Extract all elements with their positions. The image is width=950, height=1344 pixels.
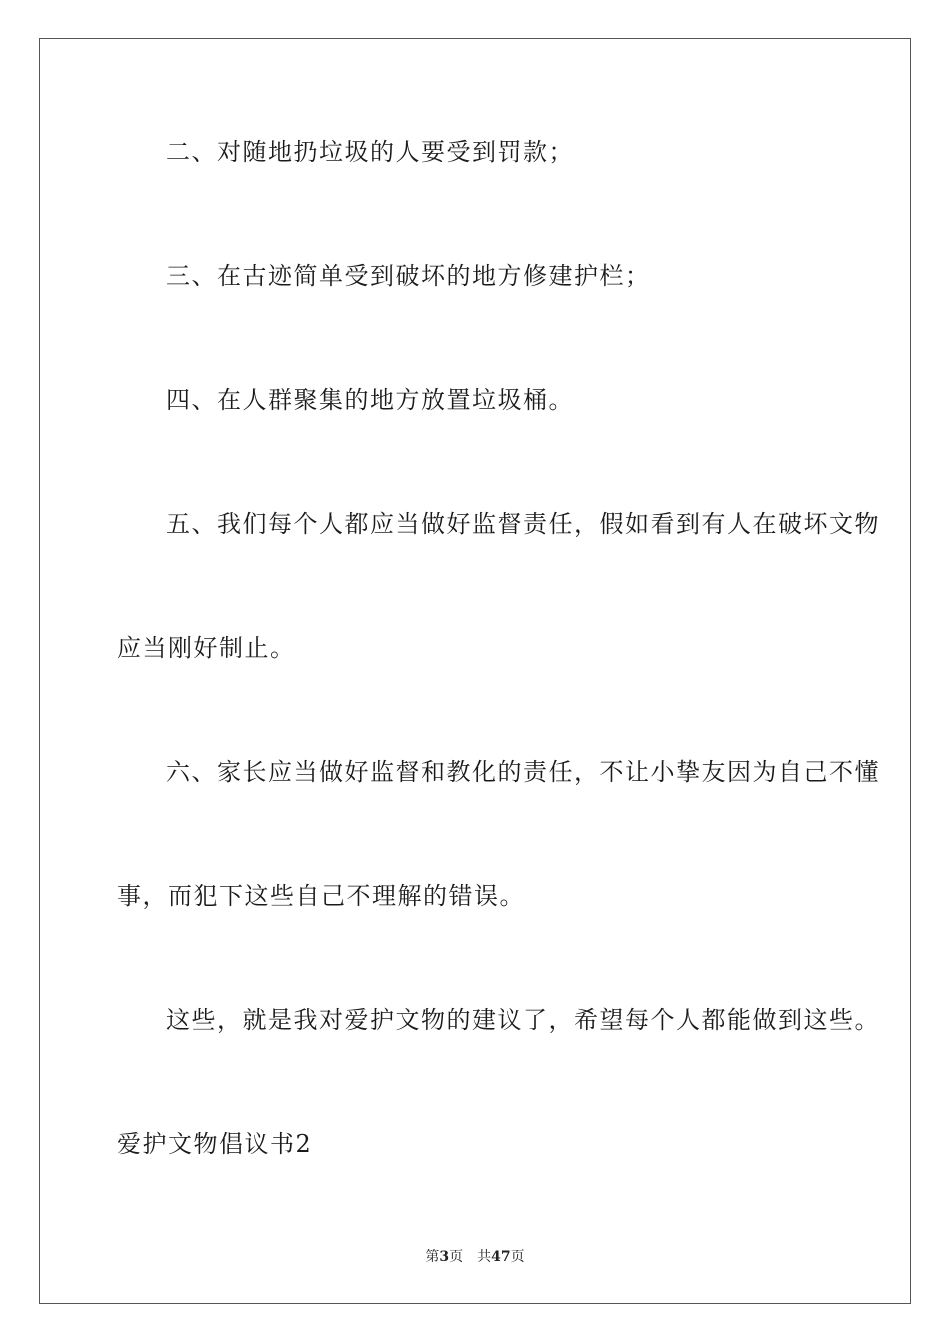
paragraph-line: 四、在人群聚集的地方放置垃圾桶。 [166,386,574,414]
section-heading: 爱护文物倡议书2 [117,1130,313,1158]
page-footer [0,1247,950,1267]
paragraph-line: 六、家长应当做好监督和教化的责任，不让小挚友因为自己不懂 [166,758,880,786]
page-prefix: 第 [425,1249,440,1265]
paragraph-line: 事，而犯下这些自己不理解的错误。 [117,882,525,910]
paragraph-line: 应当刚好制止。 [117,634,296,662]
total-suffix: 页 [510,1249,525,1265]
paragraph-line: 三、在古迹简单受到破坏的地方修建护栏； [166,262,651,290]
paragraph-line: 五、我们每个人都应当做好监督责任，假如看到有人在破坏文物 [166,510,880,538]
total-prefix: 共 [477,1249,492,1265]
total-pages: 47 [491,1249,511,1265]
page-suffix: 页 [449,1249,464,1265]
page-number: 3 [439,1249,450,1265]
paragraph-line: 二、对随地扔垃圾的人要受到罚款； [166,138,574,166]
page-frame [39,38,911,1304]
paragraph-line: 这些，就是我对爱护文物的建议了，希望每个人都能做到这些。 [166,1006,880,1034]
